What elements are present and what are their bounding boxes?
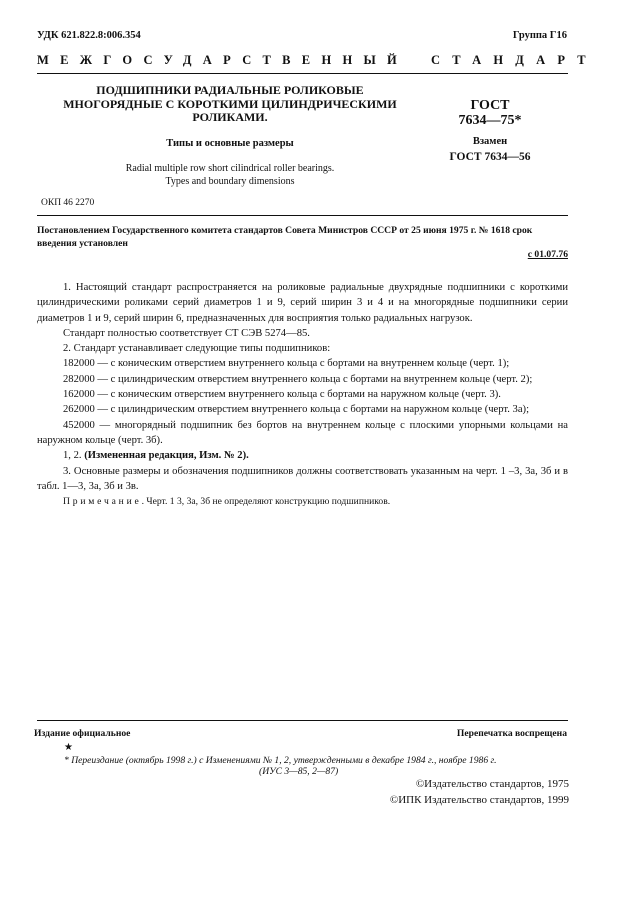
bearing-type-452000: 452000 — многорядный подшипник без бортов на внутреннем кольце с плоскими упорными кольцами на наружном кольце (черт. 3б). bbox=[37, 419, 568, 446]
gost-designation bbox=[440, 98, 540, 163]
note-text: . Черт. 1 3, 3а, 3б не определяют конструкцию подшипников. bbox=[141, 496, 391, 508]
udk-code: УДК 621.822.8:006.354 bbox=[37, 30, 141, 41]
paragraph-compliance: Стандарт полностью соответствует СТ СЭВ 5274—85. bbox=[63, 327, 310, 339]
document-body bbox=[37, 280, 568, 509]
ius-reference: (ИУС 3—85, 2—87) bbox=[259, 766, 339, 777]
english-title bbox=[60, 162, 400, 188]
document-subtitle: Типы и основные размеры bbox=[166, 138, 294, 149]
copyright-1975: ©Издательство стандартов, 1975 bbox=[415, 778, 569, 790]
star-icon: ★ bbox=[64, 742, 73, 753]
reprint-prohibited: Перепечатка воспрещена bbox=[456, 728, 567, 739]
title-line-3: РОЛИКАМИ. bbox=[192, 110, 268, 124]
title-line-2: МНОГОРЯДНЫЕ С КОРОТКИМИ ЦИЛИНДРИЧЕСКИМИ bbox=[63, 96, 397, 111]
revision-prefix: 1, 2. bbox=[63, 450, 85, 462]
english-title-line-2: Types and boundary dimensions bbox=[165, 176, 295, 187]
paragraph-dimensions: 3. Основные размеры и обозначения подшипников должны соответствовать указанным на черт. 1 –3, 3а, 3б и в табл. 1—3, 3а, 3б и 3в. bbox=[37, 465, 568, 492]
copyright-1999: ©ИПК Издательство стандартов, 1999 bbox=[389, 794, 569, 806]
english-title-line-1: Radial multiple row short cilindrical roller bearings. bbox=[125, 163, 335, 174]
paragraph-scope: 1. Настоящий стандарт распространяется на роликовые радиальные двухрядные подшипники с короткими цилиндрическими роликами серий диаметров 1 и 9, серий ширин 3 и 4 и на многорядные подшипники серии диаметров 1 и 9, серий ширин 6, предназначенных для восприятия только радиальных нагрузок. bbox=[37, 282, 568, 324]
bearing-type-182000: 182000 — с коническим отверстием внутреннего кольца с бортами на внутреннем кольце (черт. 1); bbox=[63, 358, 510, 370]
bottom-rule bbox=[37, 720, 568, 721]
decree-text: Постановлением Государственного комитета стандартов Совета Министров СССР от 25 июня 1975 г. № 1618 срок введения установлен bbox=[37, 225, 533, 249]
replaced-gost: ГОСТ 7634—56 bbox=[449, 151, 531, 163]
group-code: Группа Г16 bbox=[512, 30, 567, 41]
banner-standard: СТАНДАРТ bbox=[431, 53, 598, 67]
middle-rule bbox=[37, 215, 568, 216]
replaces-label: Взамен bbox=[472, 136, 508, 147]
paragraph-revision bbox=[37, 448, 568, 463]
top-rule bbox=[37, 73, 568, 74]
bearing-type-162000: 162000 — с коническим отверстием внутреннего кольца с бортами на наружном кольце (черт. 3). bbox=[63, 389, 501, 401]
revision-note: (Измененная редакция, Изм. № 2). bbox=[84, 450, 249, 462]
note-label: Примечание bbox=[63, 496, 142, 508]
effective-date: с 01.07.76 bbox=[527, 249, 568, 260]
title-line-1: ПОДШИПНИКИ РАДИАЛЬНЫЕ РОЛИКОВЫЕ bbox=[96, 83, 364, 97]
bearing-type-262000: 262000 — с цилиндрическим отверстием внутреннего кольца с бортами на наружном кольце (черт. 3а); bbox=[63, 404, 530, 416]
official-edition: Издание официальное bbox=[34, 728, 131, 739]
document-title bbox=[60, 84, 400, 125]
paragraph-types-intro: 2. Стандарт устанавливает следующие типы подшипников: bbox=[63, 343, 331, 355]
reissue-note: * Переиздание (октябрь 1998 г.) с Изменениями № 1, 2, утвержденными в декабре 1984 г., ноябре 1986 г. bbox=[64, 755, 497, 766]
gost-number: 7634—75* bbox=[458, 113, 522, 128]
banner-interstate: МЕЖГОСУДАРСТВЕННЫЙ bbox=[37, 53, 409, 67]
okp-code: ОКП 46 2270 bbox=[41, 198, 95, 208]
paragraph-note bbox=[37, 494, 568, 509]
gost-label: ГОСТ bbox=[470, 98, 510, 113]
bearing-type-282000: 282000 — с цилиндрическим отверстием внутреннего кольца с бортами на внутреннем кольце (черт. 2); bbox=[63, 373, 533, 385]
